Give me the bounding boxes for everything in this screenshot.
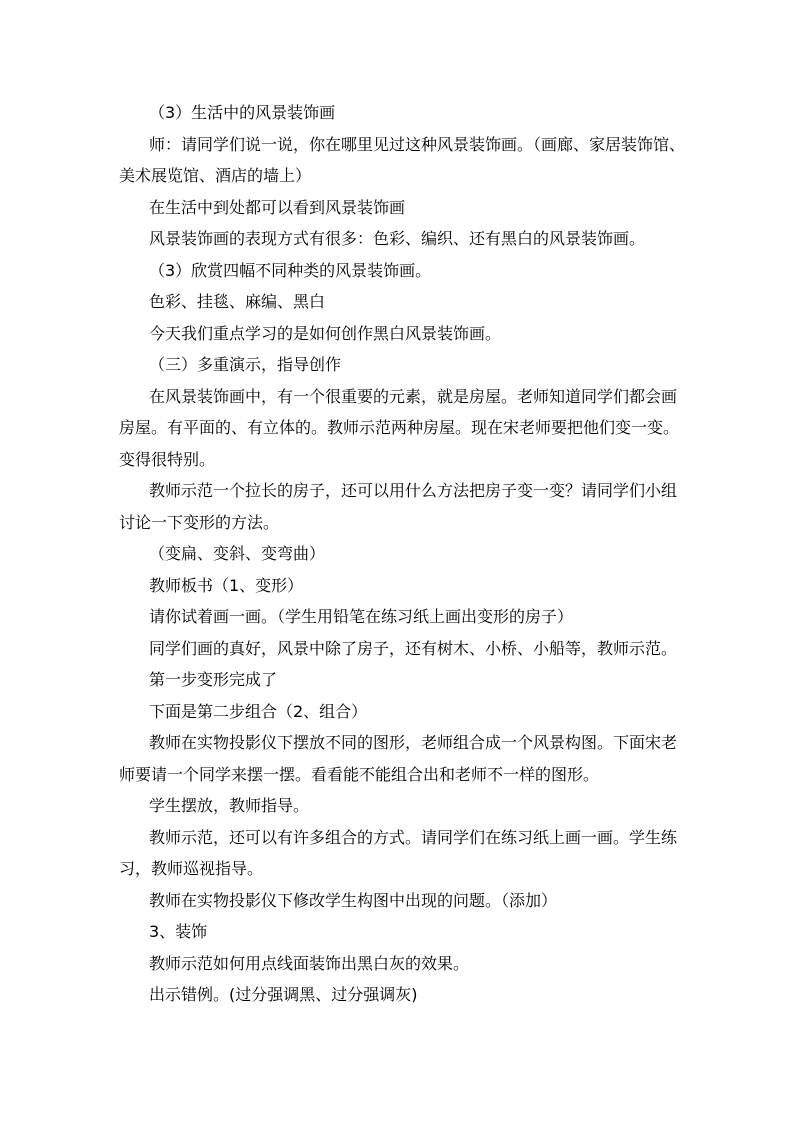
paragraph-line: 习，教师巡视指导。	[119, 859, 264, 878]
paragraph-line: 下面是第二步组合（2、组合）	[149, 701, 368, 721]
paragraph-line: 师要请一个同学来摆一摆。看看能不能组合出和老师不一样的图形。	[119, 764, 600, 784]
paragraph-line: 讨论一下变形的方法。	[119, 512, 280, 532]
paragraph-line: 出示错例。(过分强调黑、过分强调灰)	[149, 985, 418, 1004]
paragraph-line: 教师示范如何用点线面装饰出黑白灰的效果。	[149, 953, 470, 973]
paragraph-line: 3、装饰	[149, 922, 208, 941]
paragraph-line: （变扁、变斜、变弯曲）	[149, 544, 326, 563]
paragraph-line: 师：请同学们说一说，你在哪里见过这种风景装饰画。（画廊、家居装饰馆、	[149, 134, 686, 154]
paragraph-line: 变得很特别。	[119, 449, 216, 469]
paragraph-line: （3）欣赏四幅不同种类的风景装饰画。	[149, 260, 432, 280]
paragraph-line: 请你试着画一画。（学生用铅笔在练习纸上画出变形的房子）	[149, 607, 574, 626]
paragraph-line: 在生活中到处都可以看到风景装饰画	[149, 197, 406, 217]
paragraph-line: 同学们画的真好，风景中除了房子，还有树木、小桥、小船等，教师示范。	[149, 638, 678, 658]
paragraph-line: 教师示范一个拉长的房子，还可以用什么方法把房子变一变？请同学们小组	[149, 481, 678, 500]
paragraph-line: 色彩、挂毯、麻编、黑白	[149, 292, 326, 311]
paragraph-line: 美术展览馆、酒店的墙上）	[119, 166, 312, 185]
paragraph-line: 房屋。有平面的、有立体的。教师示范两种房屋。现在宋老师要把他们变一变。	[119, 418, 680, 437]
paragraph-line: 风景装饰画的表现方式有很多：色彩、编织、还有黑白的风景装饰画。	[149, 229, 646, 248]
paragraph-line: 第一步变形完成了	[149, 670, 278, 689]
paragraph-line: （3）生活中的风景装饰画	[149, 103, 336, 122]
paragraph-line: 学生摆放，教师指导。	[149, 796, 310, 815]
paragraph-line: 教师在实物投影仪下摆放不同的图形，老师组合成一个风景构图。下面宋老	[149, 733, 678, 752]
paragraph-line: 在风景装饰画中，有一个很重要的元素，就是房屋。老师知道同学们都会画	[149, 386, 678, 406]
section-heading: （三）多重演示，指导创作	[149, 355, 342, 374]
document-body	[119, 97, 686, 1011]
paragraph-line: 教师板书（1、变形）	[149, 575, 304, 595]
paragraph-line: 教师在实物投影仪下修改学生构图中出现的问题。（添加）	[149, 890, 558, 910]
paragraph-line: 教师示范，还可以有许多组合的方式。请同学们在练习纸上画一画。学生练	[149, 827, 678, 847]
paragraph-line: 今天我们重点学习的是如何创作黑白风景装饰画。	[149, 323, 502, 343]
